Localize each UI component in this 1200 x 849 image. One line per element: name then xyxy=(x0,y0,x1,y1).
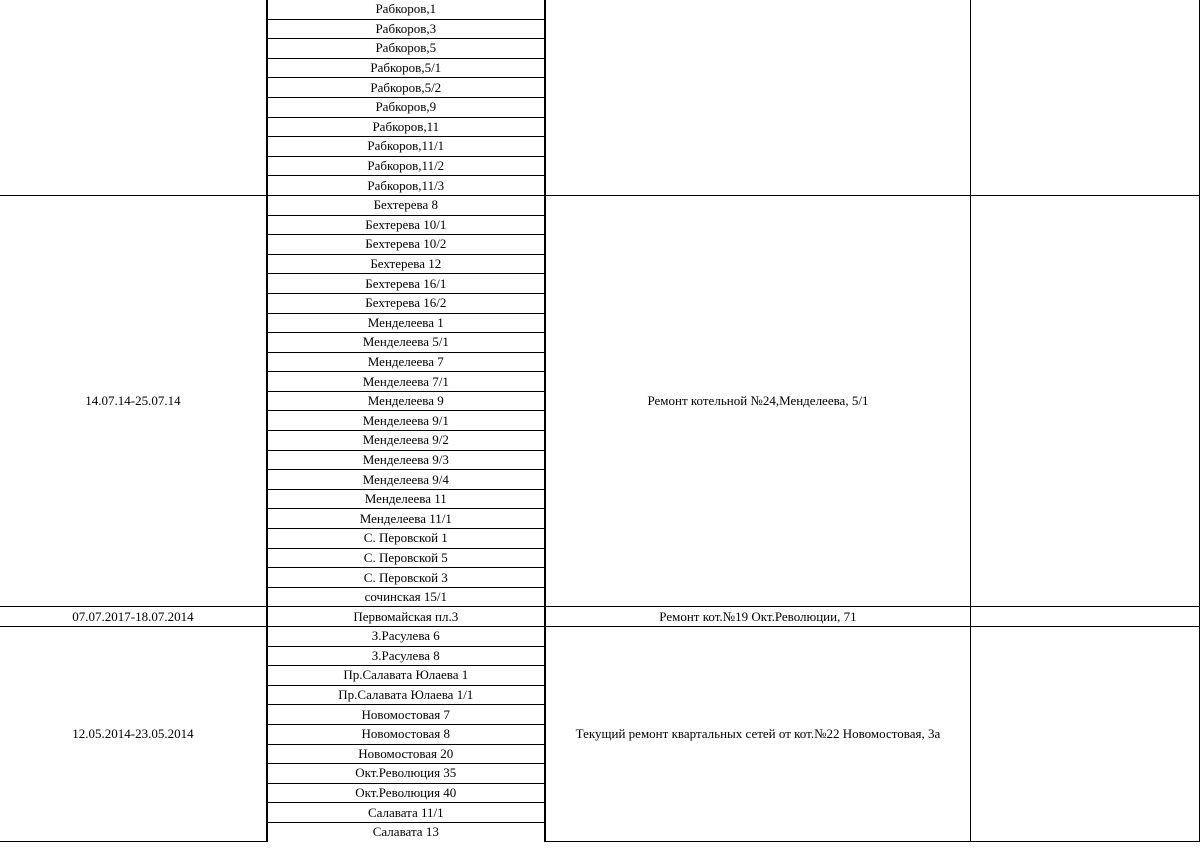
date-range-cell: 12.05.2014-23.05.2014 xyxy=(0,627,267,842)
address-cell: Менделеева 9/1 xyxy=(267,411,545,431)
address-cell: Бехтерева 16/2 xyxy=(267,293,545,313)
address-cell: Менделеева 9/4 xyxy=(267,470,545,490)
note-cell xyxy=(971,0,1200,195)
date-range-cell: 07.07.2017-18.07.2014 xyxy=(0,607,267,627)
address-cell: Менделеева 1 xyxy=(267,313,545,333)
address-cell: сочинская 15/1 xyxy=(267,587,545,607)
address-cell: Рабкоров,5/2 xyxy=(267,78,545,98)
address-cell: Бехтерева 16/1 xyxy=(267,274,545,294)
address-cell: Бехтерева 10/2 xyxy=(267,235,545,255)
address-cell: Менделеева 5/1 xyxy=(267,333,545,353)
note-cell xyxy=(971,607,1200,627)
address-cell: З.Расулева 6 xyxy=(267,627,545,647)
address-cell: С. Перовской 5 xyxy=(267,548,545,568)
work-description-cell xyxy=(545,0,971,195)
note-cell xyxy=(971,627,1200,842)
address-cell: Новомостовая 8 xyxy=(267,724,545,744)
address-cell: Менделеева 9 xyxy=(267,391,545,411)
note-cell xyxy=(971,195,1200,606)
address-cell: С. Перовской 3 xyxy=(267,568,545,588)
address-cell: Бехтерева 8 xyxy=(267,195,545,215)
table-row xyxy=(0,627,1200,647)
table-row xyxy=(0,0,1200,19)
table-row xyxy=(0,607,1200,627)
address-cell: Менделеева 11 xyxy=(267,489,545,509)
work-description-cell: Ремонт кот.№19 Окт.Революции, 71 xyxy=(545,607,971,627)
table-row xyxy=(0,195,1200,215)
address-cell: Салавата 13 xyxy=(267,822,545,841)
address-cell: Рабкоров,1 xyxy=(267,0,545,19)
address-cell: Новомостовая 7 xyxy=(267,705,545,725)
work-description-cell: Текущий ремонт квартальных сетей от кот.№22 Новомостовая, 3а xyxy=(545,627,971,842)
address-cell: Менделеева 7 xyxy=(267,352,545,372)
address-cell: Менделеева 9/3 xyxy=(267,450,545,470)
address-cell: Рабкоров,5 xyxy=(267,39,545,59)
address-cell: Бехтерева 12 xyxy=(267,254,545,274)
address-cell: Рабкоров,11/2 xyxy=(267,156,545,176)
address-cell: Пр.Салавата Юлаева 1/1 xyxy=(267,685,545,705)
address-cell: Пр.Салавата Юлаева 1 xyxy=(267,666,545,686)
address-cell: З.Расулева 8 xyxy=(267,646,545,666)
address-cell: Рабкоров,5/1 xyxy=(267,58,545,78)
address-cell: Менделеева 7/1 xyxy=(267,372,545,392)
address-cell: Менделеева 11/1 xyxy=(267,509,545,529)
address-cell: Рабкоров,9 xyxy=(267,97,545,117)
address-cell: Окт.Революция 35 xyxy=(267,764,545,784)
address-cell: Рабкоров,3 xyxy=(267,19,545,39)
address-cell: С. Перовской 1 xyxy=(267,529,545,549)
address-cell: Окт.Революция 40 xyxy=(267,783,545,803)
date-range-cell: 14.07.14-25.07.14 xyxy=(0,195,267,606)
address-cell: Рабкоров,11/3 xyxy=(267,176,545,196)
address-cell: Первомайская пл.3 xyxy=(267,607,545,627)
work-description-cell: Ремонт котельной №24,Менделеева, 5/1 xyxy=(545,195,971,606)
address-cell: Рабкоров,11/1 xyxy=(267,137,545,157)
address-cell: Рабкоров,11 xyxy=(267,117,545,137)
address-cell: Менделеева 9/2 xyxy=(267,431,545,451)
address-cell: Салавата 11/1 xyxy=(267,803,545,823)
date-range-cell xyxy=(0,0,267,195)
address-cell: Бехтерева 10/1 xyxy=(267,215,545,235)
address-cell: Новомостовая 20 xyxy=(267,744,545,764)
